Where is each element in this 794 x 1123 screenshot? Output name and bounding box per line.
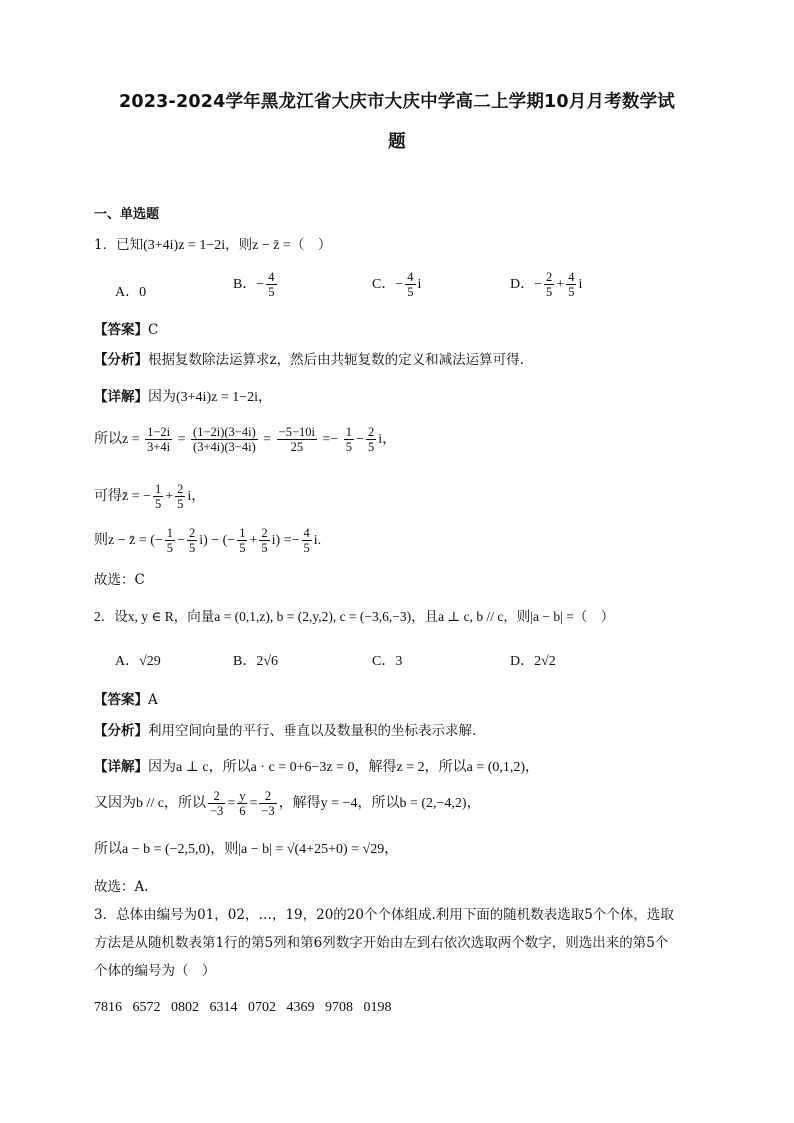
analysis-text: 利用空间向量的平行、垂直以及数量积的坐标表示求解. bbox=[148, 723, 477, 739]
q1-option-b bbox=[233, 270, 279, 300]
q1-option-c-sign: − bbox=[395, 277, 404, 293]
fraction-numerator: 2 bbox=[259, 789, 276, 804]
equals-sign: = bbox=[227, 796, 236, 812]
random-number: 6314 bbox=[209, 1000, 238, 1015]
q3-stem-line-1: 3．总体由编号为01，02，…，19，20的20个个体组成.利用下面的随机数表选取5个个体，选取 bbox=[94, 907, 674, 923]
q1-option-a-letter: A． bbox=[115, 285, 140, 300]
fraction bbox=[153, 482, 163, 512]
fraction bbox=[237, 526, 247, 556]
title-line-1: 2023-2024学年黑龙江省大庆市大庆中学高二上学期10月月考数学试 bbox=[118, 92, 676, 112]
q2-stem: 2．设x, y ∈ R，向量a = (0,1,z), b = (2,y,2), c = (−3,6,−3)，且a ⊥ c, b // c，则|a − b| =（ ） bbox=[94, 609, 615, 624]
q1-stem-mid: ，则 bbox=[225, 237, 253, 253]
equals-sign: = bbox=[283, 533, 292, 549]
q2-option-b-letter: B． bbox=[233, 654, 257, 669]
fraction bbox=[237, 789, 247, 819]
q3-stem-line-3: 个体的编号为（ ） bbox=[94, 963, 216, 979]
fraction-denominator: 5 bbox=[239, 541, 246, 556]
fraction bbox=[165, 526, 175, 556]
fraction-denominator: 5 bbox=[261, 541, 268, 556]
equals-sign: = bbox=[249, 796, 258, 812]
q1-detail-1 bbox=[94, 385, 272, 406]
fraction-numerator: (1−2i)(3−4i) bbox=[193, 425, 256, 439]
analysis-label: 【分析】 bbox=[94, 723, 148, 739]
fraction-numerator: 1 bbox=[155, 482, 162, 496]
q1-option-c-letter: C． bbox=[372, 277, 396, 293]
detail-prefix: 则z − z̄ = bbox=[94, 533, 147, 549]
fraction-numerator: 1 bbox=[239, 526, 246, 540]
q1-option-d-fraction-2 bbox=[566, 270, 576, 300]
q1-detail-2 bbox=[94, 425, 396, 455]
answer-label: 【答案】 bbox=[94, 692, 148, 708]
minus-sign: − bbox=[291, 533, 300, 549]
minus-sign: − bbox=[330, 432, 339, 448]
answer-label: 【答案】 bbox=[94, 322, 148, 338]
fraction-denominator: 5 bbox=[188, 541, 196, 556]
q1-stem-prefix: 1．已知 bbox=[94, 237, 144, 253]
q1-option-d-unit: i bbox=[578, 277, 583, 293]
detail-label: 【详解】 bbox=[94, 389, 148, 405]
q2-option-d-text: 2√2 bbox=[534, 654, 556, 669]
detail-text: 因为a ⊥ c，所以a · c = 0+6−3z = 0，解得z = 2，所以a = (0,1,2)， bbox=[148, 760, 540, 775]
q2-option-c bbox=[372, 650, 402, 670]
fraction bbox=[191, 425, 258, 455]
q3-stem bbox=[94, 901, 734, 985]
detail-tail: i， bbox=[378, 432, 397, 448]
fraction-denominator: 5 bbox=[268, 285, 275, 300]
q2-option-a-letter: A． bbox=[115, 654, 140, 669]
q1-conclusion: 故选：C bbox=[94, 572, 145, 588]
fraction-numerator: 4 bbox=[268, 270, 275, 284]
fraction-denominator: (3+4i)(3−4i) bbox=[193, 440, 256, 455]
analysis-text: 根据复数除法运算求z，然后由共轭复数的定义和减法运算可得. bbox=[148, 352, 524, 368]
minus-sign: − bbox=[177, 533, 185, 549]
fraction-denominator: 5 bbox=[155, 497, 162, 512]
title-line-2: 题 bbox=[388, 132, 406, 152]
fraction-denominator: 5 bbox=[407, 285, 414, 300]
detail-prefix: 又因为b // c，所以 bbox=[94, 796, 206, 812]
q2-detail-3: 所以a − b = (−2,5,0)，则|a − b| = √(4+25+0) = √29， bbox=[94, 842, 399, 857]
q1-option-b-letter: B． bbox=[233, 277, 257, 293]
random-number: 7816 bbox=[94, 1000, 122, 1015]
q3-random-table bbox=[94, 1000, 392, 1016]
q3-stem-line-2: 方法是从随机数表第1行的第5列和第6列数字开始由左到右依次选取两个数字，则选出来的第5个 bbox=[94, 935, 669, 951]
q2-option-b-text: 2√6 bbox=[256, 654, 279, 669]
q2-option-c-letter: C． bbox=[372, 654, 396, 669]
q2-conclusion: 故选：A. bbox=[94, 879, 149, 895]
q2-option-b bbox=[233, 650, 278, 670]
close-paren: i) bbox=[199, 533, 208, 549]
q1-stem-target: z − z̄ = bbox=[252, 238, 291, 253]
fraction bbox=[277, 425, 317, 455]
fraction-denominator: 5 bbox=[177, 497, 184, 512]
q2-analysis bbox=[94, 719, 476, 739]
detail-text: 因为(3+4i)z = 1−2i， bbox=[148, 390, 273, 405]
q1-stem-suffix: （ ） bbox=[290, 237, 332, 253]
equals-sign: = bbox=[177, 432, 186, 448]
detail-tail: ，解得y = −4，所以b = (2,−4,2)， bbox=[278, 796, 481, 812]
fraction-denominator: 25 bbox=[290, 440, 304, 455]
q1-option-b-sign: − bbox=[256, 277, 265, 293]
fraction-numerator: 4 bbox=[407, 270, 414, 284]
random-number: 0198 bbox=[363, 1000, 392, 1015]
q1-option-d-letter: D． bbox=[510, 277, 535, 293]
q2-option-a bbox=[115, 650, 161, 670]
q1-option-d-fraction-1 bbox=[544, 270, 554, 300]
document-title bbox=[70, 82, 724, 162]
q2-option-d-letter: D． bbox=[510, 654, 535, 669]
fraction bbox=[344, 425, 354, 455]
fraction bbox=[259, 789, 276, 819]
plus-sign: + bbox=[165, 489, 174, 505]
q1-option-d-sign: − bbox=[534, 277, 543, 293]
close-paren: i) bbox=[271, 533, 281, 549]
q1-option-c-unit: i bbox=[417, 277, 422, 293]
q1-stem bbox=[94, 233, 331, 254]
fraction-numerator: 1 bbox=[345, 425, 353, 439]
fraction-denominator: 5 bbox=[303, 541, 310, 556]
minus-sign: − bbox=[356, 432, 364, 448]
fraction-numerator: −5−10i bbox=[278, 425, 315, 439]
detail-prefix: 所以z = bbox=[94, 432, 140, 448]
fraction-numerator: 2 bbox=[261, 526, 268, 540]
q1-answer bbox=[94, 318, 158, 338]
q2-option-c-text: 3 bbox=[395, 654, 403, 669]
fraction-numerator: y bbox=[239, 789, 246, 803]
plus-sign: + bbox=[249, 533, 258, 549]
fraction-numerator: 2 bbox=[367, 425, 375, 439]
fraction-denominator: −3 bbox=[210, 804, 224, 819]
fraction-numerator: 4 bbox=[303, 526, 310, 540]
q1-detail-4 bbox=[94, 526, 321, 556]
fraction-numerator: 2 bbox=[188, 526, 196, 540]
q2-option-a-text: √29 bbox=[139, 654, 161, 669]
fraction-denominator: −3 bbox=[261, 804, 275, 819]
fraction-numerator: 2 bbox=[177, 482, 184, 496]
answer-value: C bbox=[148, 322, 159, 338]
q1-option-d-plus: + bbox=[556, 277, 565, 293]
q1-analysis bbox=[94, 348, 524, 368]
random-number: 9708 bbox=[325, 1000, 353, 1015]
fraction-numerator: 2 bbox=[546, 270, 553, 284]
analysis-label: 【分析】 bbox=[94, 352, 148, 368]
random-number: 0802 bbox=[171, 1000, 199, 1015]
section-heading: 一、单选题 bbox=[94, 207, 160, 222]
fraction-numerator: 1−2i bbox=[147, 425, 171, 439]
q1-option-a bbox=[115, 281, 146, 301]
fraction bbox=[259, 526, 269, 556]
detail-tail: i. bbox=[313, 533, 322, 549]
fraction-denominator: 3+4i bbox=[147, 440, 171, 455]
fraction-denominator: 5 bbox=[345, 440, 353, 455]
open-paren: (− bbox=[150, 533, 163, 549]
random-number: 0702 bbox=[248, 1000, 276, 1015]
fraction bbox=[145, 425, 172, 455]
q2-detail-2 bbox=[94, 789, 481, 819]
answer-value: A bbox=[148, 692, 158, 708]
fraction-numerator: 1 bbox=[166, 526, 174, 540]
q2-answer bbox=[94, 688, 158, 708]
fraction bbox=[187, 526, 197, 556]
fraction-denominator: 5 bbox=[367, 440, 375, 455]
q1-option-d bbox=[510, 270, 582, 300]
fraction-numerator: 2 bbox=[208, 789, 225, 804]
detail-label: 【详解】 bbox=[94, 759, 148, 775]
fraction bbox=[175, 482, 185, 512]
q1-option-c bbox=[372, 270, 421, 300]
fraction-denominator: 6 bbox=[239, 804, 246, 819]
fraction-numerator: 4 bbox=[568, 270, 575, 284]
q1-stem-equation: (3+4i)z = 1−2i bbox=[143, 238, 226, 253]
q1-option-b-fraction bbox=[266, 270, 276, 300]
q1-option-c-fraction bbox=[405, 270, 415, 300]
fraction-denominator: 5 bbox=[568, 285, 575, 300]
random-number: 4369 bbox=[286, 1000, 315, 1015]
q2-option-d bbox=[510, 650, 556, 670]
equals-sign: = bbox=[322, 432, 331, 448]
q2-detail-1 bbox=[94, 755, 539, 776]
minus-sign: − bbox=[211, 533, 220, 549]
q1-option-a-text: 0 bbox=[139, 285, 147, 300]
open-paren: (− bbox=[222, 533, 236, 549]
fraction bbox=[366, 425, 376, 455]
fraction-denominator: 5 bbox=[166, 541, 174, 556]
detail-tail: i， bbox=[187, 489, 206, 505]
fraction bbox=[208, 789, 225, 819]
fraction bbox=[302, 526, 312, 556]
random-number: 6572 bbox=[132, 1000, 161, 1015]
fraction-denominator: 5 bbox=[546, 285, 553, 300]
detail-prefix: 可得z̄ = − bbox=[94, 489, 152, 505]
q1-detail-3 bbox=[94, 482, 205, 512]
equals-sign: = bbox=[263, 432, 272, 448]
